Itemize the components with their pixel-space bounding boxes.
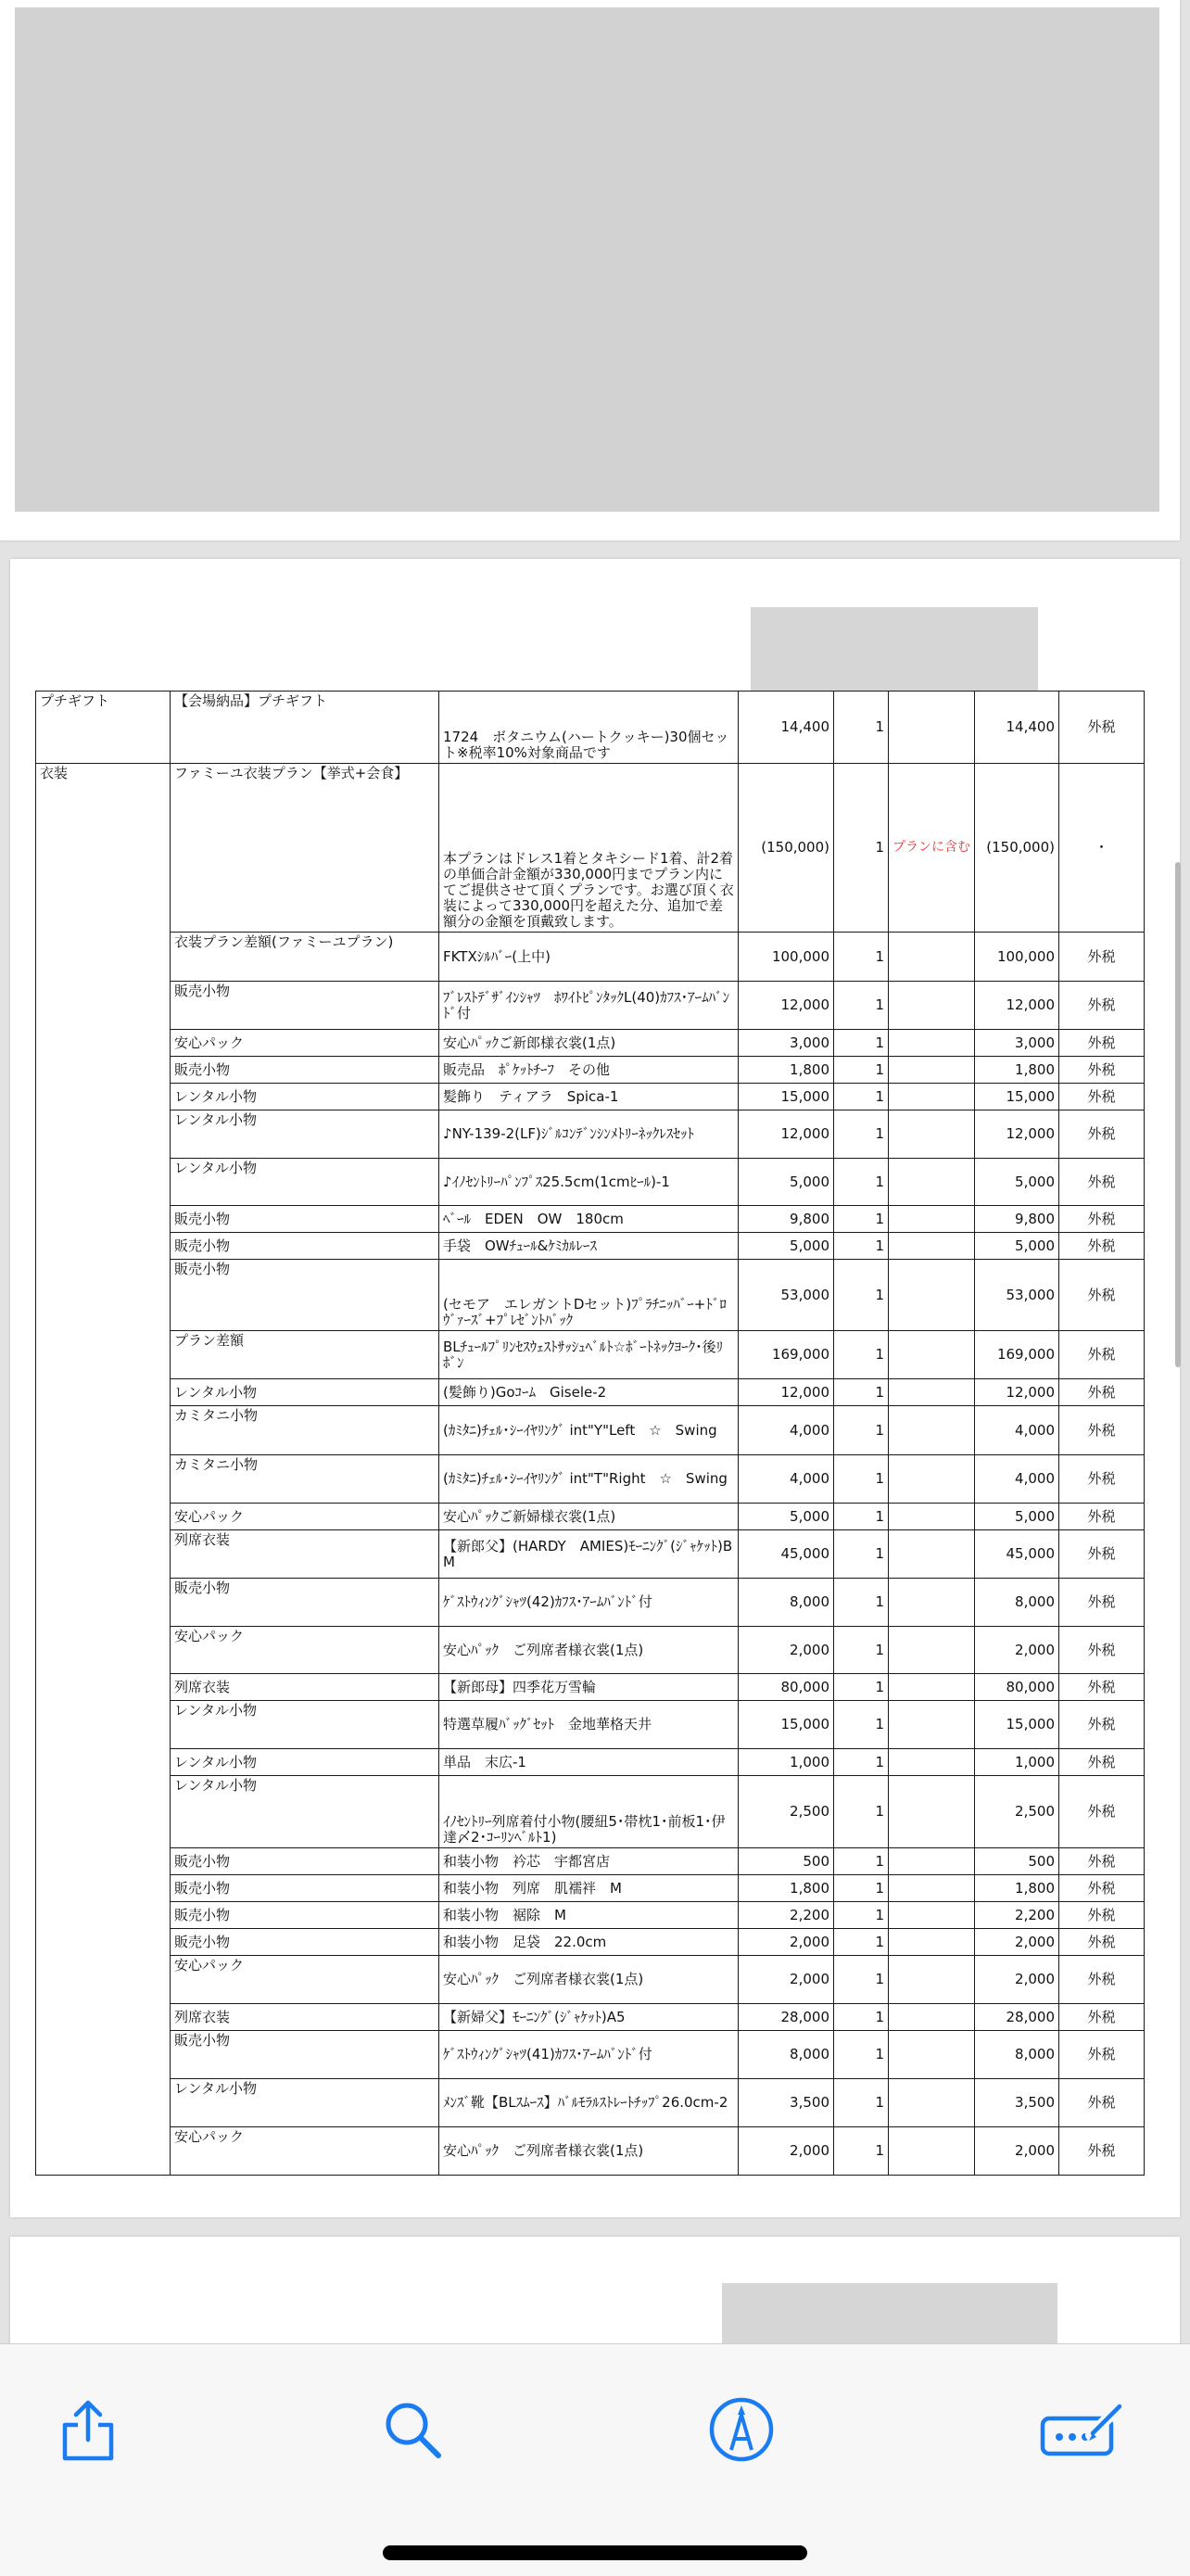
quantity-cell: 1 — [834, 1455, 889, 1504]
tax-cell: 外税 — [1059, 1206, 1145, 1233]
table-row — [36, 1057, 1145, 1084]
unit-price-cell: 5,000 — [739, 1233, 834, 1260]
table-row — [36, 2127, 1145, 2176]
quantity-cell: 1 — [834, 1929, 889, 1956]
tax-cell: 外税 — [1059, 2127, 1145, 2176]
unit-price-cell: 1,800 — [739, 1875, 834, 1902]
tax-cell: 外税 — [1059, 1848, 1145, 1875]
table-row — [36, 1504, 1145, 1530]
tax-cell: 外税 — [1059, 1627, 1145, 1674]
item-cell: レンタル小物 — [171, 1749, 439, 1776]
amount-cell: 9,800 — [975, 1206, 1059, 1233]
unit-price-cell: 100,000 — [739, 933, 834, 982]
table-row — [36, 1956, 1145, 2004]
note-cell — [889, 1406, 975, 1455]
tax-cell: 外税 — [1059, 692, 1145, 764]
tax-cell: 外税 — [1059, 1875, 1145, 1902]
description-cell: 販売品 ﾎﾟｹｯﾄﾁｰﾌ その他 — [439, 1057, 739, 1084]
note-cell — [889, 1929, 975, 1956]
quantity-cell: 1 — [834, 1260, 889, 1331]
note-cell — [889, 1159, 975, 1206]
note-cell — [889, 1674, 975, 1701]
quantity-cell: 1 — [834, 982, 889, 1030]
quantity-cell: 1 — [834, 1776, 889, 1848]
quantity-cell: 1 — [834, 1379, 889, 1406]
amount-cell: 15,000 — [975, 1701, 1059, 1749]
item-cell: 衣装プラン差額(ファミーユプラン) — [171, 933, 439, 982]
note-cell — [889, 2127, 975, 2176]
edit-form-button[interactable] — [1036, 2392, 1129, 2467]
unit-price-cell: 169,000 — [739, 1331, 834, 1379]
quantity-cell: 1 — [834, 1084, 889, 1110]
unit-price-cell: 2,000 — [739, 1929, 834, 1956]
scrollbar[interactable] — [1175, 862, 1181, 1367]
item-cell: 販売小物 — [171, 1206, 439, 1233]
quantity-cell: 1 — [834, 933, 889, 982]
amount-cell: 2,000 — [975, 1929, 1059, 1956]
quantity-cell: 1 — [834, 764, 889, 933]
tax-cell: 外税 — [1059, 1776, 1145, 1848]
tax-cell: 外税 — [1059, 1379, 1145, 1406]
note-cell — [889, 1749, 975, 1776]
note-cell — [889, 2079, 975, 2127]
item-cell: 販売小物 — [171, 1579, 439, 1627]
unit-price-cell: 80,000 — [739, 1674, 834, 1701]
description-cell: FKTXｼﾙﾊﾞｰ(上中) — [439, 933, 739, 982]
item-cell: 販売小物 — [171, 982, 439, 1030]
description-cell: 和装小物 衿芯 宇都宮店 — [439, 1848, 739, 1875]
category-cell: プチギフト — [36, 692, 171, 764]
item-cell: レンタル小物 — [171, 1701, 439, 1749]
description-cell: (ｶﾐﾀﾆ)ﾁｪﾙ･ｼｰｲﾔﾘﾝｸﾞ int"Y"Left ☆ Swing — [439, 1406, 739, 1455]
home-indicator — [383, 2545, 807, 2560]
amount-cell: 2,000 — [975, 1627, 1059, 1674]
table-row — [36, 1902, 1145, 1929]
description-cell: 【新郎母】四季花万雪輪 — [439, 1674, 739, 1701]
table-row — [36, 1379, 1145, 1406]
amount-cell: 2,200 — [975, 1902, 1059, 1929]
item-cell: 安心パック — [171, 2127, 439, 2176]
amount-cell: 3,500 — [975, 2079, 1059, 2127]
amount-cell: 5,000 — [975, 1159, 1059, 1206]
description-cell: (セモア エレガントDセット)ﾌﾟﾗﾁﾆｯﾊﾞｰ+ﾄﾞﾛｳﾞｧｰｽﾞ+ﾌﾟﾚｾﾞﾝﾄﾊﾞｯｸ — [439, 1260, 739, 1331]
quantity-cell: 1 — [834, 1627, 889, 1674]
note-cell — [889, 1504, 975, 1530]
description-cell: 安心ﾊﾟｯｸご新婦様衣裳(1点) — [439, 1504, 739, 1530]
tax-cell: 外税 — [1059, 1057, 1145, 1084]
description-cell: ｲﾉｾﾝﾄﾘｰ列席着付小物(腰紐5･帯枕1･前板1･伊達〆2･ｺｰﾘﾝﾍﾞﾙﾄ1) — [439, 1776, 739, 1848]
amount-cell: 12,000 — [975, 982, 1059, 1030]
note-cell — [889, 1701, 975, 1749]
quantity-cell: 1 — [834, 2079, 889, 2127]
amount-cell: 15,000 — [975, 1084, 1059, 1110]
amount-cell: 5,000 — [975, 1504, 1059, 1530]
item-cell: 列席衣装 — [171, 1674, 439, 1701]
table-row — [36, 1206, 1145, 1233]
item-cell: 安心パック — [171, 1627, 439, 1674]
table-row — [36, 764, 1145, 933]
unit-price-cell: 3,000 — [739, 1030, 834, 1057]
quantity-cell: 1 — [834, 1406, 889, 1455]
item-cell: 【会場納品】プチギフト — [171, 692, 439, 764]
table-row — [36, 933, 1145, 982]
description-cell: (髪飾り)Goｺｰﾑ Gisele-2 — [439, 1379, 739, 1406]
amount-cell: 45,000 — [975, 1530, 1059, 1579]
quantity-cell: 1 — [834, 2004, 889, 2031]
unit-price-cell: 500 — [739, 1848, 834, 1875]
description-cell: ｹﾞｽﾄｳｨﾝｸﾞｼｬﾂ(42)ｶﾌｽ･ｱｰﾑﾊﾞﾝﾄﾞ付 — [439, 1579, 739, 1627]
tax-cell: 外税 — [1059, 1504, 1145, 1530]
item-cell: レンタル小物 — [171, 1776, 439, 1848]
unit-price-cell: 14,400 — [739, 692, 834, 764]
table-row — [36, 1455, 1145, 1504]
quantity-cell: 1 — [834, 1110, 889, 1159]
redacted-area — [15, 7, 1159, 512]
note-cell — [889, 1110, 975, 1159]
table-row — [36, 2004, 1145, 2031]
unit-price-cell: (150,000) — [739, 764, 834, 933]
quantity-cell: 1 — [834, 1749, 889, 1776]
estimate-table — [35, 691, 1145, 2176]
note-cell — [889, 1084, 975, 1110]
category-cell: 衣装 — [36, 764, 171, 2176]
note-cell — [889, 1579, 975, 1627]
tax-cell: 外税 — [1059, 1674, 1145, 1701]
unit-price-cell: 9,800 — [739, 1206, 834, 1233]
table-row — [36, 1233, 1145, 1260]
unit-price-cell: 2,200 — [739, 1902, 834, 1929]
item-cell: レンタル小物 — [171, 1110, 439, 1159]
note-cell — [889, 1206, 975, 1233]
unit-price-cell: 8,000 — [739, 1579, 834, 1627]
amount-cell: (150,000) — [975, 764, 1059, 933]
description-cell: 安心ﾊﾟｯｸ ご列席者様衣裳(1点) — [439, 1956, 739, 2004]
description-cell: 和装小物 列席 肌襦袢 M — [439, 1875, 739, 1902]
note-cell: プランに含む — [889, 764, 975, 933]
item-cell: プラン差額 — [171, 1331, 439, 1379]
amount-cell: 100,000 — [975, 933, 1059, 982]
amount-cell: 1,800 — [975, 1875, 1059, 1902]
note-cell — [889, 1233, 975, 1260]
quantity-cell: 1 — [834, 1530, 889, 1579]
quantity-cell: 1 — [834, 1206, 889, 1233]
tax-cell: 外税 — [1059, 1406, 1145, 1455]
item-cell: 安心パック — [171, 1956, 439, 2004]
amount-cell: 500 — [975, 1848, 1059, 1875]
unit-price-cell: 2,000 — [739, 2127, 834, 2176]
table-row — [36, 1260, 1145, 1331]
description-cell: ﾒﾝｽﾞ靴【BLｽﾑｰｽ】ﾊﾞﾙﾓﾗﾙｽﾄﾚｰﾄﾁｯﾌﾟ26.0cm-2 — [439, 2079, 739, 2127]
tax-cell: 外税 — [1059, 1579, 1145, 1627]
table-row — [36, 982, 1145, 1030]
table-row — [36, 1030, 1145, 1057]
item-cell: カミタニ小物 — [171, 1455, 439, 1504]
quantity-cell: 1 — [834, 1159, 889, 1206]
amount-cell: 53,000 — [975, 1260, 1059, 1331]
quantity-cell: 1 — [834, 2127, 889, 2176]
amount-cell: 1,000 — [975, 1749, 1059, 1776]
tax-cell: 外税 — [1059, 1530, 1145, 1579]
note-cell — [889, 933, 975, 982]
tax-cell: 外税 — [1059, 1110, 1145, 1159]
tax-cell: 外税 — [1059, 1902, 1145, 1929]
description-cell: 和装小物 足袋 22.0cm — [439, 1929, 739, 1956]
edit-form-icon — [1037, 2398, 1128, 2461]
description-cell: ﾍﾞｰﾙ EDEN OW 180cm — [439, 1206, 739, 1233]
description-cell: 手袋 OWﾁｭｰﾙ&ｹﾐｶﾙﾚｰｽ — [439, 1233, 739, 1260]
quantity-cell: 1 — [834, 1030, 889, 1057]
amount-cell: 2,000 — [975, 2127, 1059, 2176]
item-cell: レンタル小物 — [171, 1379, 439, 1406]
tax-cell: 外税 — [1059, 2031, 1145, 2079]
item-cell: 販売小物 — [171, 1260, 439, 1331]
amount-cell: 80,000 — [975, 1674, 1059, 1701]
unit-price-cell: 53,000 — [739, 1260, 834, 1331]
unit-price-cell: 12,000 — [739, 1110, 834, 1159]
table-row — [36, 1875, 1145, 1902]
note-cell — [889, 1848, 975, 1875]
search-icon — [379, 2396, 446, 2463]
table-row — [36, 1848, 1145, 1875]
description-cell: 本プランはドレス1着とタキシード1着、計2着の単価合計金額が330,000円までプラン内にてご提供させて頂くプランです。お選び頂く衣装によって330,000円を超えた分、追加で差額分の金額を頂戴致します。 — [439, 764, 739, 933]
table-row — [36, 1331, 1145, 1379]
tax-cell: 外税 — [1059, 1030, 1145, 1057]
table-row — [36, 1084, 1145, 1110]
amount-cell: 4,000 — [975, 1455, 1059, 1504]
item-cell: 販売小物 — [171, 1875, 439, 1902]
unit-price-cell: 45,000 — [739, 1530, 834, 1579]
unit-price-cell: 15,000 — [739, 1084, 834, 1110]
search-button[interactable] — [375, 2392, 449, 2467]
quantity-cell: 1 — [834, 1579, 889, 1627]
amount-cell: 12,000 — [975, 1379, 1059, 1406]
item-cell: 列席衣装 — [171, 2004, 439, 2031]
item-cell: カミタニ小物 — [171, 1406, 439, 1455]
unit-price-cell: 12,000 — [739, 1379, 834, 1406]
table-row — [36, 1530, 1145, 1579]
unit-price-cell: 28,000 — [739, 2004, 834, 2031]
description-cell: 特選草履ﾊﾞｯｸﾞｾｯﾄ 金地華格天井 — [439, 1701, 739, 1749]
item-cell: 販売小物 — [171, 1902, 439, 1929]
note-cell — [889, 1875, 975, 1902]
description-cell: ♪ｲﾉｾﾝﾄﾘｰﾊﾟﾝﾌﾟｽ25.5cm(1cmﾋｰﾙ)-1 — [439, 1159, 739, 1206]
table-row — [36, 1159, 1145, 1206]
item-cell: 販売小物 — [171, 1929, 439, 1956]
tax-cell: 外税 — [1059, 2079, 1145, 2127]
amount-cell: 3,000 — [975, 1030, 1059, 1057]
pdf-page-1 — [0, 0, 1180, 540]
tax-cell: 外税 — [1059, 933, 1145, 982]
item-cell: 列席衣装 — [171, 1530, 439, 1579]
tax-cell: 外税 — [1059, 1233, 1145, 1260]
pdf-page-2 — [10, 559, 1180, 2217]
description-cell: ｹﾞｽﾄｳｨﾝｸﾞｼｬﾂ(41)ｶﾌｽ･ｱｰﾑﾊﾞﾝﾄﾞ付 — [439, 2031, 739, 2079]
note-cell — [889, 1057, 975, 1084]
note-cell — [889, 1776, 975, 1848]
bottom-toolbar — [0, 2343, 1190, 2576]
description-cell: 安心ﾊﾟｯｸ ご列席者様衣裳(1点) — [439, 2127, 739, 2176]
amount-cell: 169,000 — [975, 1331, 1059, 1379]
note-cell — [889, 982, 975, 1030]
item-cell: 販売小物 — [171, 2031, 439, 2079]
description-cell: ♪NY-139-2(LF)ｼﾞﾙｺﾝﾃﾞﾝｼﾝﾒﾄﾘｰﾈｯｸﾚｽｾｯﾄ — [439, 1110, 739, 1159]
unit-price-cell: 3,500 — [739, 2079, 834, 2127]
note-cell — [889, 1331, 975, 1379]
table-row — [36, 1406, 1145, 1455]
item-cell: 安心パック — [171, 1504, 439, 1530]
quantity-cell: 1 — [834, 1848, 889, 1875]
item-cell: 販売小物 — [171, 1848, 439, 1875]
unit-price-cell: 4,000 — [739, 1455, 834, 1504]
note-cell — [889, 1530, 975, 1579]
unit-price-cell: 5,000 — [739, 1159, 834, 1206]
item-cell: レンタル小物 — [171, 1159, 439, 1206]
unit-price-cell: 12,000 — [739, 982, 834, 1030]
unit-price-cell: 5,000 — [739, 1504, 834, 1530]
item-cell: ファミーユ衣装プラン【挙式+会食】 — [171, 764, 439, 933]
tax-cell: ・ — [1059, 764, 1145, 933]
table-row — [36, 1776, 1145, 1848]
share-icon — [56, 2395, 120, 2464]
table-row — [36, 2031, 1145, 2079]
quantity-cell: 1 — [834, 1956, 889, 2004]
item-cell: 安心パック — [171, 1030, 439, 1057]
tax-cell: 外税 — [1059, 1701, 1145, 1749]
note-cell — [889, 1956, 975, 2004]
unit-price-cell: 1,800 — [739, 1057, 834, 1084]
unit-price-cell: 2,000 — [739, 1956, 834, 2004]
table-row — [36, 692, 1145, 764]
description-cell: 和装小物 裾除 M — [439, 1902, 739, 1929]
note-cell — [889, 1260, 975, 1331]
amount-cell: 8,000 — [975, 1579, 1059, 1627]
note-cell — [889, 1902, 975, 1929]
description-cell: BLﾁｭｰﾙﾌﾟﾘﾝｾｽｳｪｽﾄｻｯｼｭﾍﾞﾙﾄ☆ﾎﾞｰﾄﾈｯｸﾖｰｸ･後ﾘﾎﾞﾝ — [439, 1331, 739, 1379]
table-row — [36, 1749, 1145, 1776]
amount-cell: 14,400 — [975, 692, 1059, 764]
quantity-cell: 1 — [834, 1233, 889, 1260]
table-row — [36, 1579, 1145, 1627]
unit-price-cell: 2,000 — [739, 1627, 834, 1674]
estimate-table-body — [36, 692, 1145, 2176]
note-cell — [889, 2004, 975, 2031]
description-cell: 安心ﾊﾟｯｸ ご列席者様衣裳(1点) — [439, 1627, 739, 1674]
description-cell: ﾌﾞﾚｽﾄﾃﾞｻﾞｲﾝｼｬﾂ ﾎﾜｲﾄﾋﾟﾝﾀｯｸL(40)ｶﾌｽ･ｱｰﾑﾊﾞﾝﾄﾞ付 — [439, 982, 739, 1030]
amount-cell: 8,000 — [975, 2031, 1059, 2079]
description-cell: 安心ﾊﾟｯｸご新郎様衣裳(1点) — [439, 1030, 739, 1057]
table-row — [36, 1701, 1145, 1749]
quantity-cell: 1 — [834, 692, 889, 764]
tax-cell: 外税 — [1059, 1084, 1145, 1110]
item-cell: 販売小物 — [171, 1057, 439, 1084]
tax-cell: 外税 — [1059, 1331, 1145, 1379]
note-cell — [889, 2031, 975, 2079]
description-cell: 【新婦父】ﾓｰﾆﾝｸﾞ(ｼﾞｬｹｯﾄ)A5 — [439, 2004, 739, 2031]
unit-price-cell: 4,000 — [739, 1406, 834, 1455]
item-cell: レンタル小物 — [171, 1084, 439, 1110]
unit-price-cell: 1,000 — [739, 1749, 834, 1776]
amount-cell: 28,000 — [975, 2004, 1059, 2031]
item-cell: 販売小物 — [171, 1233, 439, 1260]
tax-cell: 外税 — [1059, 1260, 1145, 1331]
quantity-cell: 1 — [834, 1701, 889, 1749]
amount-cell: 4,000 — [975, 1406, 1059, 1455]
quantity-cell: 1 — [834, 1057, 889, 1084]
quantity-cell: 1 — [834, 1331, 889, 1379]
table-row — [36, 1929, 1145, 1956]
quantity-cell: 1 — [834, 1674, 889, 1701]
unit-price-cell: 8,000 — [739, 2031, 834, 2079]
note-cell — [889, 692, 975, 764]
tax-cell: 外税 — [1059, 1749, 1145, 1776]
tax-cell: 外税 — [1059, 1956, 1145, 2004]
note-cell — [889, 1379, 975, 1406]
unit-price-cell: 2,500 — [739, 1776, 834, 1848]
markup-icon — [706, 2394, 777, 2465]
tax-cell: 外税 — [1059, 1159, 1145, 1206]
markup-button[interactable] — [704, 2392, 779, 2467]
quantity-cell: 1 — [834, 1875, 889, 1902]
amount-cell: 12,000 — [975, 1110, 1059, 1159]
item-cell: レンタル小物 — [171, 2079, 439, 2127]
tax-cell: 外税 — [1059, 1455, 1145, 1504]
amount-cell: 2,500 — [975, 1776, 1059, 1848]
amount-cell: 2,000 — [975, 1956, 1059, 2004]
note-cell — [889, 1030, 975, 1057]
note-cell — [889, 1455, 975, 1504]
share-button[interactable] — [51, 2392, 125, 2467]
table-row — [36, 2079, 1145, 2127]
quantity-cell: 1 — [834, 2031, 889, 2079]
description-cell: 【新郎父】(HARDY AMIES)ﾓｰﾆﾝｸﾞ(ｼﾞｬｹｯﾄ)BM — [439, 1530, 739, 1579]
tax-cell: 外税 — [1059, 1929, 1145, 1956]
tax-cell: 外税 — [1059, 2004, 1145, 2031]
description-cell: 髪飾り ティアラ Spica-1 — [439, 1084, 739, 1110]
table-row — [36, 1674, 1145, 1701]
note-cell — [889, 1627, 975, 1674]
amount-cell: 5,000 — [975, 1233, 1059, 1260]
quantity-cell: 1 — [834, 1902, 889, 1929]
description-cell: 1724 ボタニウム(ハートクッキー)30個セット※税率10%対象商品です — [439, 692, 739, 764]
quantity-cell: 1 — [834, 1504, 889, 1530]
amount-cell: 1,800 — [975, 1057, 1059, 1084]
description-cell: (ｶﾐﾀﾆ)ﾁｪﾙ･ｼｰｲﾔﾘﾝｸﾞ int"T"Right ☆ Swing — [439, 1455, 739, 1504]
redacted-area — [751, 607, 1038, 691]
unit-price-cell: 15,000 — [739, 1701, 834, 1749]
tax-cell: 外税 — [1059, 982, 1145, 1030]
table-row — [36, 1627, 1145, 1674]
table-row — [36, 1110, 1145, 1159]
description-cell: 単品 末広-1 — [439, 1749, 739, 1776]
